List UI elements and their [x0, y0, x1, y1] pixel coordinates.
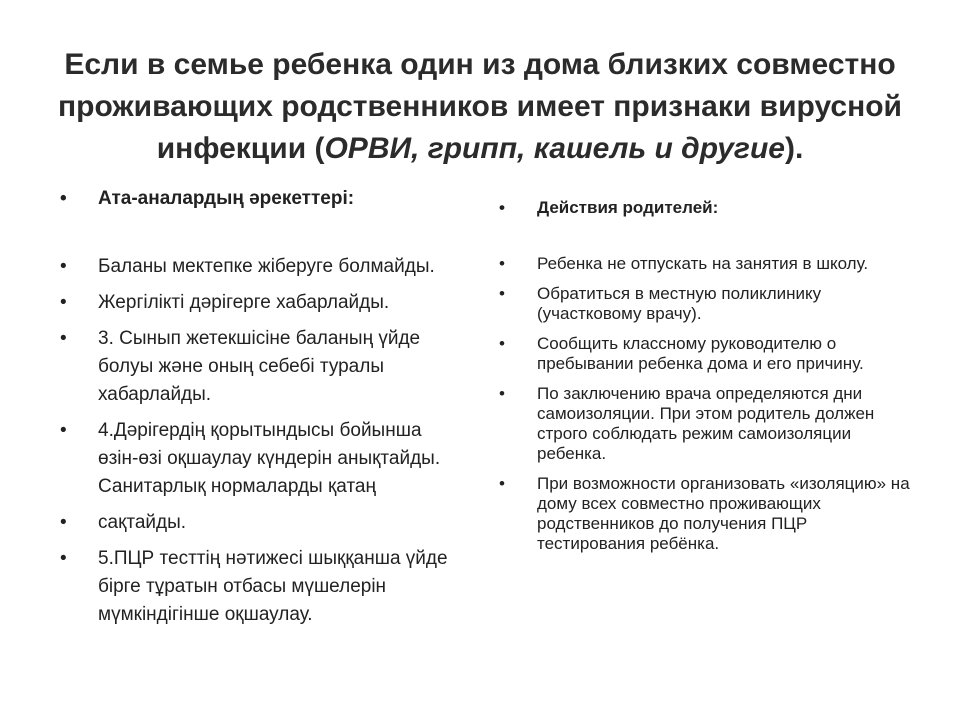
- list-item: • Сообщить классному руководителю о пребывании ребенка дома и его причину.: [499, 334, 919, 374]
- list-item: • 4.Дәрігердің қорытындысы бойынша өзін-өзі оқшаулау күндерін анықтайды. Санитарлық нормаларды қатаң: [60, 417, 460, 501]
- title-line-3-end: ).: [784, 132, 804, 165]
- russian-actions-heading: • Действия родителей:: [499, 198, 919, 218]
- kazakh-actions-list: [60, 185, 460, 637]
- title-line-3-italic: ОРВИ, грипп, кашель и другие: [324, 132, 785, 165]
- title-line-1: Если в семье ребенка один из дома близких совместно: [64, 48, 896, 81]
- russian-actions-list: [499, 198, 919, 564]
- list-item: • Ребенка не отпускать на занятия в школу.: [499, 254, 919, 274]
- kazakh-actions-heading: • Ата-аналардың әрекеттері:: [60, 185, 460, 213]
- list-item: • 3. Сынып жетекшісіне баланың үйде болуы және оның себебі туралы хабарлайды.: [60, 325, 460, 409]
- list-item: • сақтайды.: [60, 509, 460, 537]
- title-line-2: проживающих родственников имеет признаки вирусной: [58, 90, 902, 123]
- list-item: • Баланы мектепке жіберуге болмайды.: [60, 253, 460, 281]
- slide-title: [40, 44, 920, 170]
- list-item: • При возможности организовать «изоляцию» на дому всех совместно проживающих родственников до получения ПЦР тестирования ребёнка.: [499, 474, 919, 554]
- list-item: • Жергілікті дәрігерге хабарлайды.: [60, 289, 460, 317]
- list-item: • По заключению врача определяются дни самоизоляции. При этом родитель должен строго соблюдать режим самоизоляции ребенка.: [499, 384, 919, 464]
- list-item: • 5.ПЦР тесттің нәтижесі шыққанша үйде бірге тұратын отбасы мүшелерін мүмкіндігінше оқшаулау.: [60, 545, 460, 629]
- title-line-3-start: инфекции (: [156, 132, 325, 165]
- list-item: • Обратиться в местную поликлинику (участковому врачу).: [499, 284, 919, 324]
